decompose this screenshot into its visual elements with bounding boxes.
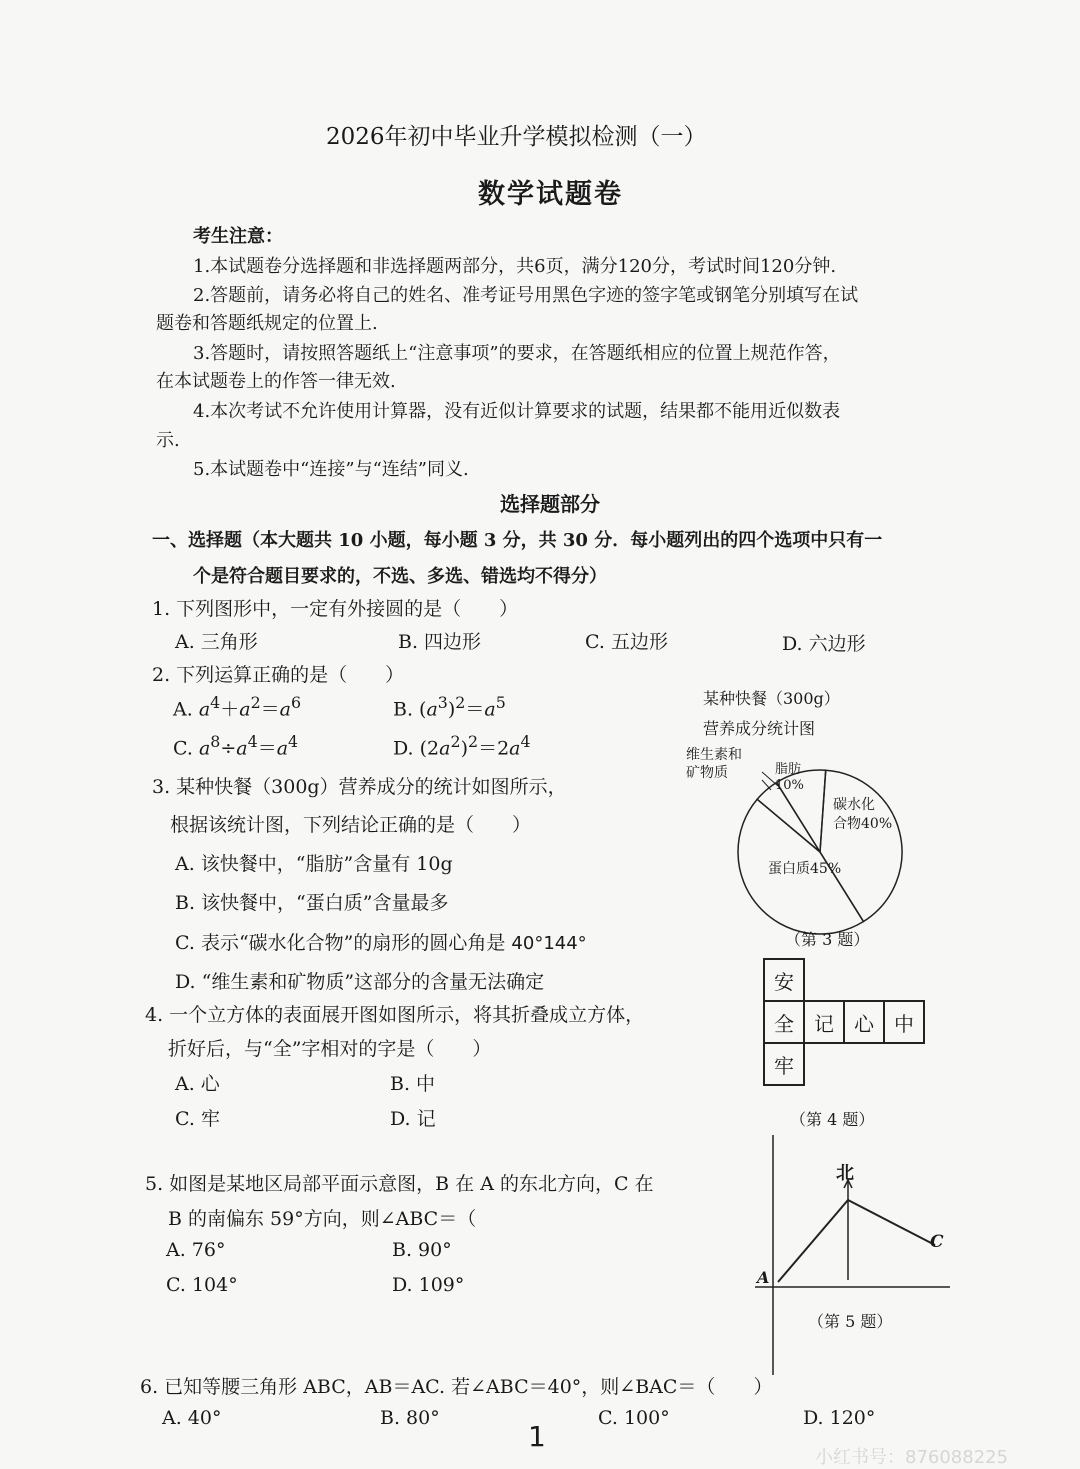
q4-option-b: B. 中 (390, 1073, 436, 1095)
pie-label-vitamin: 维生素和 矿物质 (686, 747, 742, 781)
notice-item-3-line1: 3.答题时，请按照答题纸上“注意事项”的要求，在答题纸相应的位置上规范作答， (193, 343, 841, 364)
q3-stem-line2: 根据该统计图，下列结论正确的是（ ） (170, 814, 532, 836)
watermark-text: 小红书号：876088225 (815, 1447, 1009, 1468)
q6-option-c: C. 100° (598, 1407, 670, 1429)
q1-option-a: A. 三角形 (175, 631, 258, 653)
notice-item-5: 5.本试题卷中“连接”与“连结”同义. (193, 459, 469, 480)
q3-option-d: D. “维生素和矿物质”这部分的含量无法确定 (175, 971, 545, 993)
section-instructions-line1: 一、选择题（本大题共 10 小题，每小题 3 分，共 30 分．每小题列出的四个选项中只有一 (152, 530, 883, 551)
q4-option-d: D. 记 (390, 1108, 436, 1130)
q5-stem-line1: 5. 如图是某地区局部平面示意图，B 在 A 的东北方向，C 在 (145, 1173, 654, 1195)
q3-option-a: A. 该快餐中，“脂肪”含量有 10g (175, 853, 453, 875)
pie-chart-title: 某种快餐（300g） (703, 689, 840, 708)
q3-stem-line1: 3. 某种快餐（300g）营养成分的统计如图所示， (152, 776, 567, 798)
q6-option-a: A. 40° (162, 1407, 222, 1429)
q3-figure-caption: （第 3 题） (785, 930, 870, 949)
exam-subtitle: 数学试题卷 (478, 179, 623, 210)
pie-slice-3 (820, 770, 902, 921)
q4-figure-caption: （第 4 题） (790, 1110, 875, 1129)
net-cell-quan: 全 (764, 1001, 804, 1043)
notice-item-2-line2: 题卷和答题纸规定的位置上. (156, 313, 378, 334)
leader-line-vitamin-2 (762, 780, 771, 790)
label-north: 北 (836, 1163, 854, 1184)
q1-option-b: B. 四边形 (398, 631, 482, 653)
notice-item-4-line1: 4.本次考试不允许使用计算器，没有近似计算要求的试题，结果都不能用近似数表 (193, 401, 841, 422)
segment-bc (848, 1200, 935, 1245)
net-cell-zhong: 中 (884, 1001, 924, 1043)
pie-chart-subtitle: 营养成分统计图 (703, 719, 816, 738)
notice-item-2-line1: 2.答题前，请务必将自己的姓名、准考证号用黑色字迹的签字笔或钢笔分别填写在试 (193, 285, 859, 306)
q2-option-c: C. $a^8\div a^4=a^4$ (173, 732, 299, 760)
notice-item-4-line2: 示. (156, 430, 180, 451)
q1-option-c: C. 五边形 (585, 631, 668, 653)
q6-option-d: D. 120° (803, 1407, 876, 1429)
q1-stem: 1. 下列图形中，一定有外接圆的是（ ） (152, 598, 519, 620)
label-point-a: A (757, 1268, 770, 1287)
q5-option-b: B. 90° (392, 1239, 452, 1261)
section-title: 选择题部分 (500, 492, 600, 516)
exam-title: 2026年初中毕业升学模拟检测（一） (326, 124, 707, 150)
segment-ab (778, 1200, 848, 1282)
q6-stem: 6. 已知等腰三角形 ABC，AB＝AC. 若∠ABC＝40°，则∠BAC＝（ ） (140, 1376, 773, 1398)
net-cell-ji: 记 (804, 1001, 844, 1043)
q2-stem: 2. 下列运算正确的是（ ） (152, 664, 405, 686)
page-number: 1 (528, 1420, 546, 1453)
notice-item-1: 1.本试题卷分选择题和非选择题两部分，共6页，满分120分，考试时间120分钟. (193, 256, 837, 277)
q6-option-b: B. 80° (380, 1407, 440, 1429)
section-instructions-line2: 个是符合题目要求的，不选、多选、错选均不得分） (193, 566, 607, 587)
net-cell-bottom: 牢 (764, 1043, 804, 1085)
q3-option-b: B. 该快餐中，“蛋白质”含量最多 (175, 892, 449, 914)
q4-option-c: C. 牢 (175, 1108, 220, 1130)
pie-label-carb: 碳水化 合物40% (833, 797, 893, 832)
pie-label-protein: 蛋白质45% (768, 861, 842, 877)
label-point-c: C (930, 1232, 944, 1252)
q5-option-a: A. 76° (166, 1239, 226, 1261)
notice-item-3-line2: 在本试题卷上的作答一律无效. (156, 371, 396, 392)
net-cell-top: 安 (764, 959, 804, 1001)
q3-option-c: C. 表示“碳水化合物”的扇形的圆心角是 40°144° (175, 932, 587, 954)
q2-option-d: D. $(2a^2)^2=2a^4$ (393, 732, 531, 760)
q5-figure-caption: （第 5 题） (808, 1312, 893, 1331)
net-cell-xin: 心 (844, 1001, 884, 1043)
q3-handwritten-answer: 40°144° (511, 933, 587, 954)
q4-stem-line2: 折好后，与“全”字相对的字是（ ） (168, 1038, 492, 1060)
q5-option-c: C. 104° (166, 1274, 238, 1296)
q1-option-d: D. 六边形 (782, 633, 866, 655)
cube-net (763, 958, 925, 1086)
pie-label-fat: 脂肪 10% (775, 762, 804, 793)
q5-option-d: D. 109° (392, 1274, 465, 1296)
q4-stem-line1: 4. 一个立方体的表面展开图如图所示，将其折叠成立方体， (145, 1004, 645, 1026)
q5-stem-line2: B 的南偏东 59°方向，则∠ABC＝（ (168, 1208, 477, 1230)
notice-heading: 考生注意： (193, 226, 283, 247)
q2-option-b: B. $(a^3)^2=a^5$ (393, 693, 506, 721)
q4-option-a: A. 心 (175, 1073, 220, 1095)
q2-option-a: A. $a^4+a^2=a^6$ (173, 693, 302, 721)
